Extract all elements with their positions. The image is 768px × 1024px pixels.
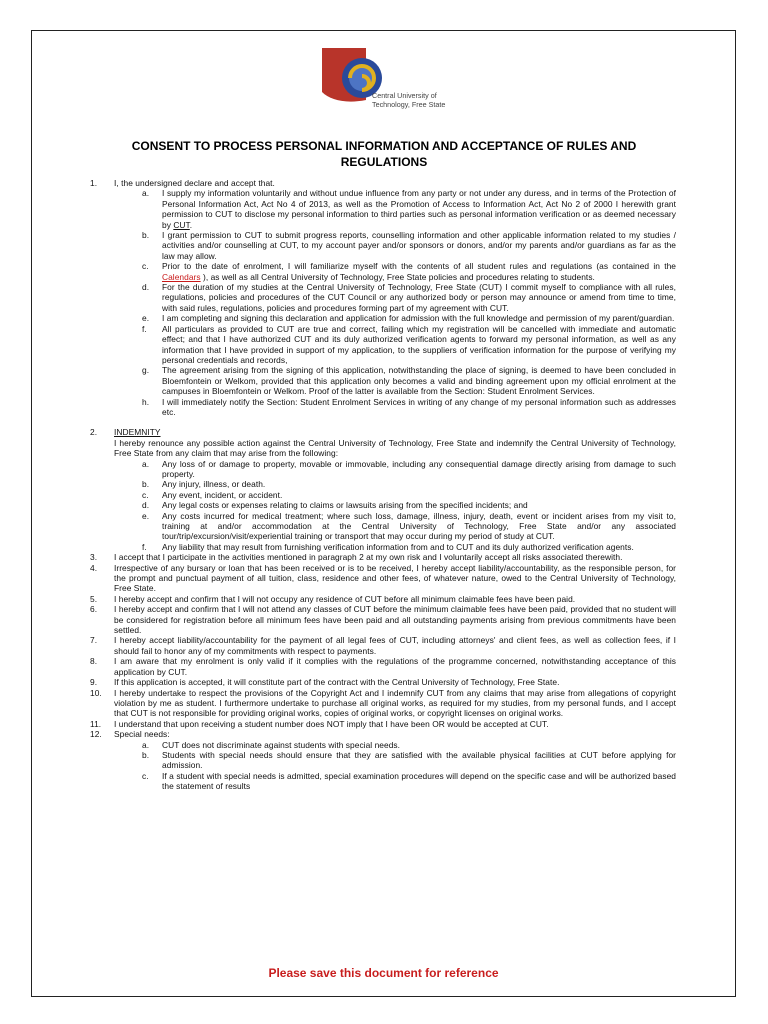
clause: 6. I hereby accept and confirm that I will not attend any classes of CUT before the minimum claimable fees have been paid, provided that no student will be considered for registration before all minimum fees have been paid and all outstanding payments arising from previous commitments have been settled. bbox=[90, 604, 676, 636]
section-2 bbox=[90, 427, 676, 458]
clause: 3. I accept that I participate in the activities mentioned in paragraph 2 at my own risk and I voluntarily accept all risks associated therewith. bbox=[90, 552, 623, 563]
section-number: 2. bbox=[90, 427, 98, 438]
clause: 7. I hereby accept liability/accountability for the payment of all legal fees of CUT, including attorneys' and client fees, as well as collection fees, if I should fail to honor any of my commitments with respect to payments. bbox=[90, 635, 676, 656]
list-item: b. Any injury, illness, or death. bbox=[142, 479, 266, 490]
list-item: a. Any loss of or damage to property, movable or immovable, including any consequential damage directly arising from damage to such property. bbox=[142, 458, 676, 479]
section-number: 12. bbox=[90, 729, 102, 740]
document-body bbox=[90, 178, 676, 792]
list-item: g. The agreement arising from the signing of this application, notwithstanding the place of signing, is deemed to have been concluded in Bloemfontein or Welkom, provided that this application only becomes a valid and binding agreement upon my official enrolment at the campuses in Bloemfontein or Welkom. Proof of the latter is available from the Section: Student Enrolment Services. bbox=[142, 365, 676, 397]
section-1 bbox=[90, 178, 676, 188]
footer-note: Please save this document for reference bbox=[268, 966, 499, 980]
list-item: f. Any liability that may result from furnishing verification information from and to CUT and its duly authorized verification agents. bbox=[142, 541, 634, 552]
calendars-link[interactable]: Calendars bbox=[162, 271, 201, 282]
list-item: f. All particulars as provided to CUT are true and correct, failing which my registration will be cancelled with immediate and automatic effect; and that I have authorized CUT and its duly authorized verification agents to forward my personal information, as well as any information that I have provided in support of my application, to the suppliers of verification information for the purpose of verifying my personal credentials and records, bbox=[142, 323, 676, 365]
cut-link[interactable]: CUT bbox=[173, 219, 190, 230]
list-item: e. I am completing and signing this declaration and application for admission with the full knowledge and permission of my parent/guardian. bbox=[142, 313, 675, 324]
section-intro: I, the undersigned declare and accept that. bbox=[114, 178, 275, 188]
clause: 9. If this application is accepted, it will constitute part of the contract with the Central University of Technology, Free State. bbox=[90, 677, 560, 688]
section-heading: INDEMNITY bbox=[114, 427, 161, 438]
section-12 bbox=[90, 729, 676, 739]
list-item: h. I will immediately notify the Section: Student Enrolment Services in writing of any change of my personal information such as addresses etc. bbox=[142, 396, 676, 417]
clause: 11. I understand that upon receiving a student number does NOT imply that I have been OR would be accepted at CUT. bbox=[90, 718, 549, 729]
clause: 10. I hereby undertake to respect the provisions of the Copyright Act and I indemnify CUT from any claims that may arise from allegations of copyright violation by me as student. I furthermore undertake to purchase all original works, as required for my studies, from my personal funds, and I accept that CUT is not responsible for providing original works, copies of original works, or copyright licenses on original works. bbox=[90, 687, 676, 719]
logo-line-1: Central University of bbox=[372, 91, 437, 100]
list-item: d. For the duration of my studies at the Central University of Technology, Free State (CUT) I commit myself to compliance with all rules, regulations, policies and procedures of the CUT Council or any authorized body or person may announce or amend from time to time, with said rules, regulations, policies and procedures forming part of my agreement with CUT. bbox=[142, 282, 676, 313]
list-item: a. I supply my information voluntarily and without undue influence from any party or not under any duress, and in terms of the Protection of Personal Information Act, Act No 4 of 2013, as well as the Promotion of Access to Information Act, Act No 2 of 2000 I herewith grant permission to CUT to disclose my personal information to third parties such as personal information verification or as deemed necessary by CUT. bbox=[142, 188, 676, 230]
list-item: e. Any costs incurred for medical treatment; where such loss, damage, illness, injury, death, event or incident arises from my visit to, training at and/or accommodation at the Central University of Technology, Free State and/or any associated tour/trip/excursion/visit/experiential training or transport that may occur during my period of study at CUT. bbox=[142, 510, 676, 542]
logo-text bbox=[372, 92, 445, 109]
section-intro: I hereby renounce any possible action against the Central University of Technology, Free State and indemnify the Central University of Technology, Free State from any claim that may arise from the following: bbox=[114, 437, 676, 459]
list-item: a. CUT does not discriminate against students with special needs. bbox=[142, 739, 401, 750]
list-item: c. Any event, incident, or accident. bbox=[142, 489, 283, 500]
list-item: b. I grant permission to CUT to submit progress reports, counselling information and other applicable information related to my studies / activities and/or counselling at CUT, to my account payer and/or sponsors or donors, and/or my parents and/or guardians as far as the law may allow. bbox=[142, 230, 676, 261]
clause: 5. I hereby accept and confirm that I will not occupy any residence of CUT before all minimum claimable fees have been paid. bbox=[90, 593, 576, 604]
section-number: 1. bbox=[90, 178, 98, 188]
list-item: b. Students with special needs should ensure that they are satisfied with the available physical facilities at CUT before applying for admission. bbox=[142, 749, 676, 771]
clause: 8. I am aware that my enrolment is only valid if it complies with the regulations of the programme concerned, notwithstanding acceptance of this application by CUT. bbox=[90, 656, 676, 677]
list-item: d. Any legal costs or expenses relating to claims or lawsuits arising from the specified incidents; and bbox=[142, 500, 528, 511]
list-item: c. Prior to the date of enrolment, I will familiarize myself with the contents of all student rules and regulations (as contained in the Calendars ), as well as all Central University of Technology, Free State policies and procedures relating to students. bbox=[142, 261, 676, 282]
document-title: CONSENT TO PROCESS PERSONAL INFORMATION AND ACCEPTANCE OF RULES AND REGULATIONS bbox=[131, 139, 637, 169]
list-item: c. If a student with special needs is admitted, special examination procedures will depend on the specific case and will be authorized based the statement of results bbox=[142, 770, 676, 792]
clause: 4. Irrespective of any bursary or loan that has been received or is to be received, I hereby accept liability/accountability, as the responsible person, for the prompt and punctual payment of all tuition, class, residence and other fees, of whatever nature, owed to the Central University of Technology, Free State. bbox=[90, 562, 676, 594]
logo-line-2: Technology, Free State bbox=[372, 99, 446, 109]
section-heading: Special needs: bbox=[114, 729, 170, 740]
